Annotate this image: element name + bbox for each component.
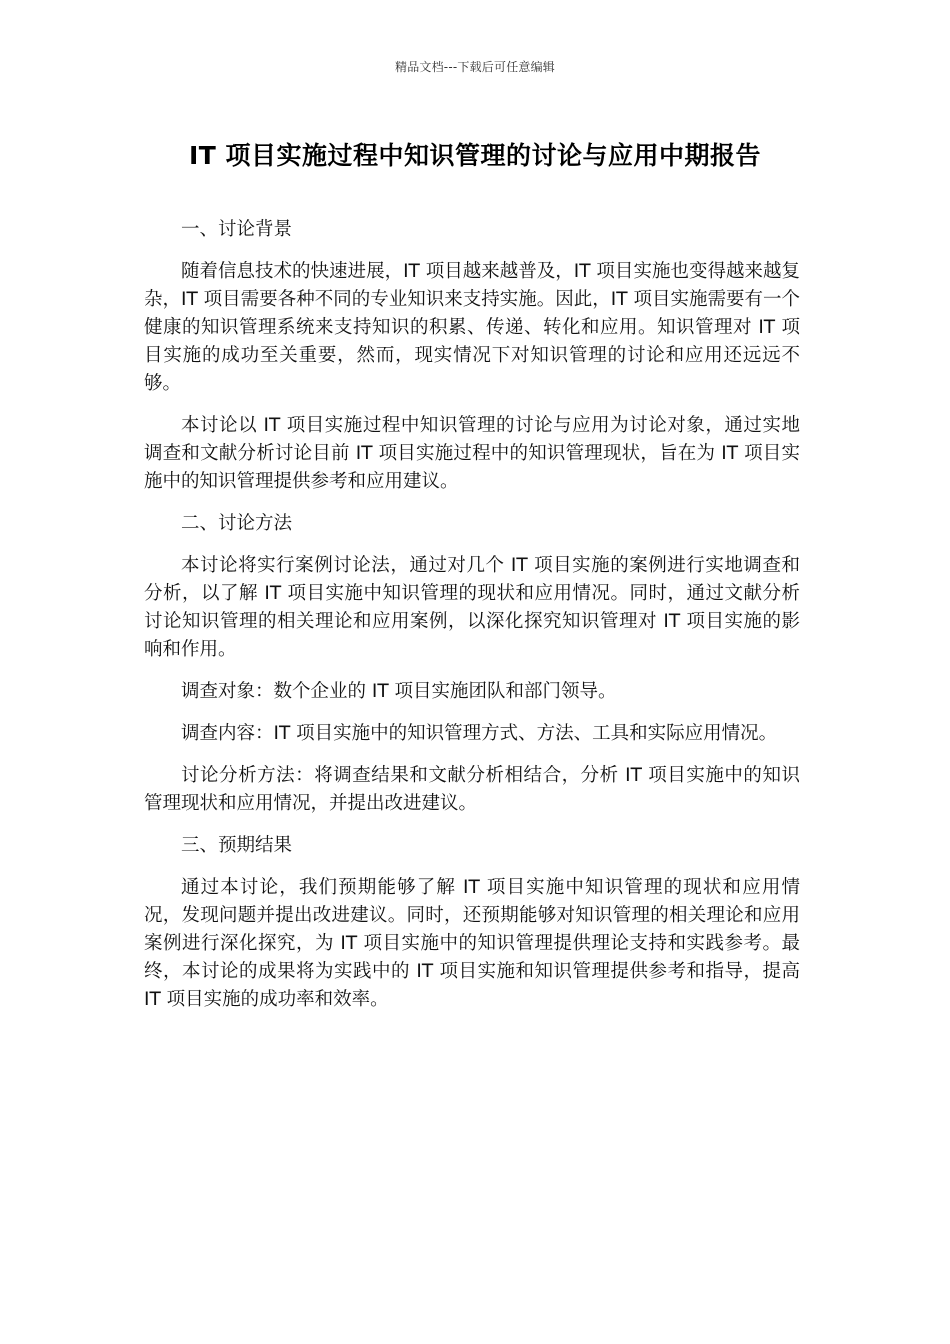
- document-body: [144, 216, 800, 1028]
- section-heading-background: 一、讨论背景: [181, 219, 293, 240]
- section-heading-expected-results: 三、预期结果: [181, 835, 293, 856]
- document-title: IT 项目实施过程中知识管理的讨论与应用中期报告: [188, 141, 762, 170]
- page-header: 精品文档---下载后可任意编辑: [395, 60, 555, 74]
- paragraph-background-1: 随着信息技术的快速进展，IT 项目越来越普及，IT 项目实施也变得越来越复杂，IT 项目需要各种不同的专业知识来支持实施。因此，IT 项目实施需要有一个健康的知识管理系统来支持知识的积累、传递、转化和应用。知识管理对 IT 项目实施的成功至关重要，然而，现实情况下对知识管理的讨论和应用还远远不够。: [144, 261, 800, 394]
- paragraph-background-2: 本讨论以 IT 项目实施过程中知识管理的讨论与应用为讨论对象，通过实地调查和文献分析讨论目前 IT 项目实施过程中的知识管理现状，旨在为 IT 项目实施中的知识管理提供参考和应用建议。: [144, 415, 800, 492]
- paragraph-analysis-method: 讨论分析方法：将调查结果和文献分析相结合，分析 IT 项目实施中的知识管理现状和应用情况，并提出改进建议。: [144, 765, 800, 814]
- paragraph-expected-results: 通过本讨论，我们预期能够了解 IT 项目实施中知识管理的现状和应用情况，发现问题并提出改进建议。同时，还预期能够对知识管理的相关理论和应用案例进行深化探究，为 IT 项目实施中的知识管理提供理论支持和实践参考。最终，本讨论的成果将为实践中的 IT 项目实施和知识管理提供参考和指导，提高 IT 项目实施的成功率和效率。: [144, 877, 800, 1010]
- paragraph-method-1: 本讨论将实行案例讨论法，通过对几个 IT 项目实施的案例进行实地调查和分析，以了解 IT 项目实施中知识管理的现状和应用情况。同时，通过文献分析讨论知识管理的相关理论和应用案例，以深化探究知识管理对 IT 项目实施的影响和作用。: [144, 555, 800, 660]
- paragraph-survey-subjects: 调查对象：数个企业的 IT 项目实施团队和部门领导。: [181, 681, 617, 702]
- section-heading-method: 二、讨论方法: [181, 513, 293, 534]
- paragraph-survey-content: 调查内容：IT 项目实施中的知识管理方式、方法、工具和实际应用情况。: [181, 723, 778, 744]
